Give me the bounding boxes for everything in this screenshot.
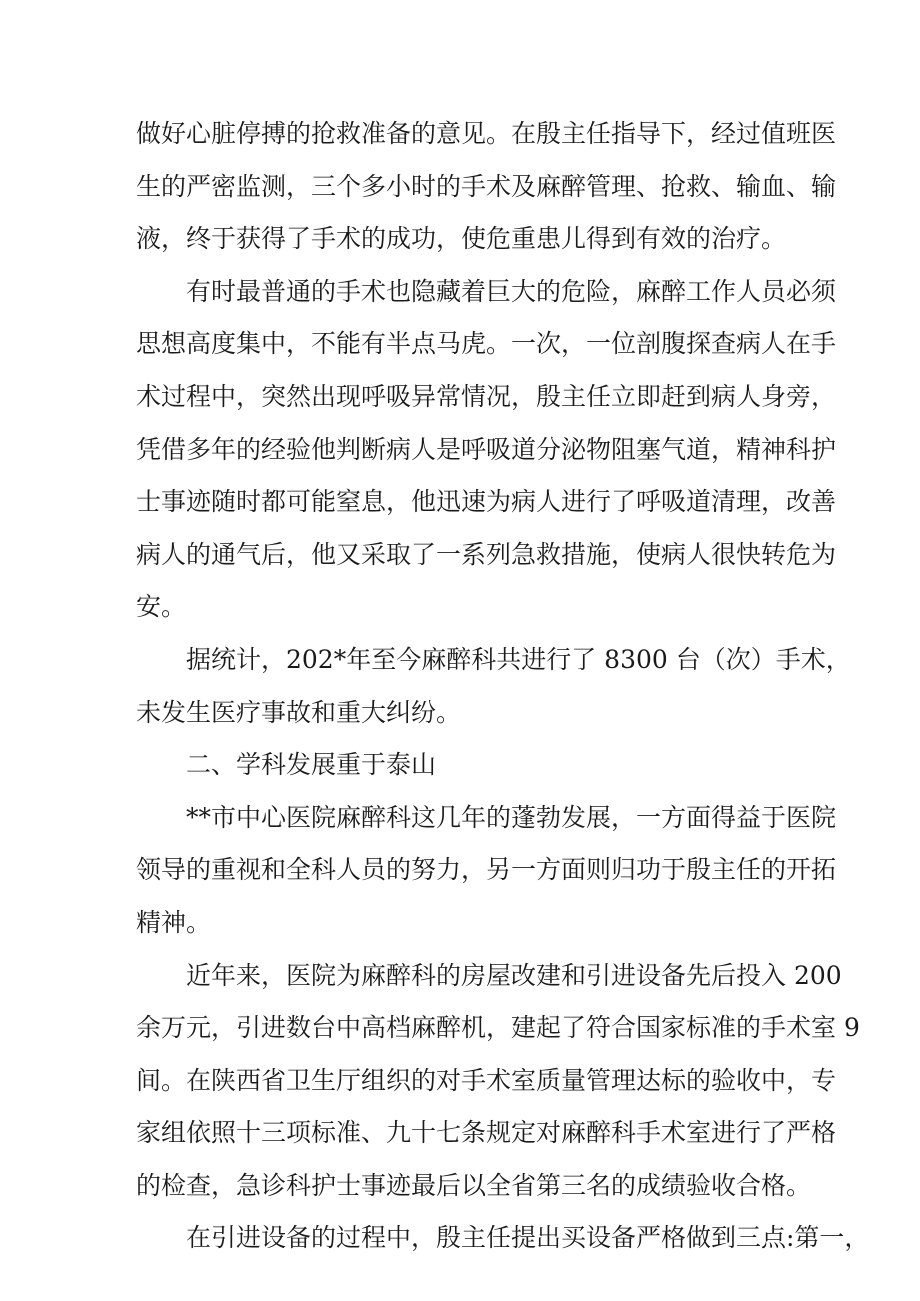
section-heading: 二、学科发展重于泰山 — [186, 750, 437, 780]
paragraph-5-line-3: 精神。 — [136, 907, 212, 937]
paragraph-6-line-2: 余万元，引进数台中高档麻醉机，建起了符合国家标准的手术室 9 — [136, 1013, 860, 1043]
paragraph-5-line-1: **市中心医院麻醉科这几年的蓬勃发展，一方面得益于医院 — [186, 802, 837, 832]
paragraph-7-line-1: 在引进设备的过程中，殷主任提出买设备严格做到三点:第一， — [186, 1223, 870, 1253]
paragraph-1-line-2: 生的严密监测，三个多小时的手术及麻醉管理、抢救、输血、输 — [136, 171, 837, 201]
paragraph-1-line-3: 液，终于获得了手术的成功，使危重患儿得到有效的治疗。 — [136, 224, 787, 254]
paragraph-5-line-2: 领导的重视和全科人员的努力，另一方面则归功于殷主任的开拓 — [136, 855, 837, 885]
document-body — [136, 108, 870, 1265]
paragraph-2-line-7: 安。 — [136, 592, 187, 622]
paragraph-3-line-1: 据统计，202*年至今麻醉科共进行了 8300 台（次）手术， — [186, 644, 851, 674]
paragraph-6-line-4: 家组依照十三项标准、九十七条规定对麻醉科手术室进行了严格 — [136, 1118, 837, 1148]
paragraph-2-line-3: 术过程中，突然出现呼吸异常情况，殷主任立即赶到病人身旁， — [136, 381, 837, 411]
paragraph-6-line-3: 间。在陕西省卫生厅组织的对手术室质量管理达标的验收中，专 — [136, 1065, 837, 1095]
paragraph-6-line-1: 近年来，医院为麻醉科的房屋改建和引进设备先后投入 200 — [186, 960, 842, 990]
paragraph-6-line-5: 的检查，急诊科护士事迹最后以全省第三名的成绩验收合格。 — [136, 1170, 812, 1200]
paragraph-2-line-5: 士事迹随时都可能窒息，他迅速为病人进行了呼吸道清理，改善 — [136, 487, 837, 517]
paragraph-3-line-2: 未发生医疗事故和重大纠纷。 — [136, 697, 462, 727]
paragraph-1-line-1: 做好心脏停搏的抢救准备的意见。在殷主任指导下，经过值班医 — [136, 119, 837, 148]
paragraph-2-line-2: 思想高度集中，不能有半点马虎。一次，一位剖腹探查病人在手 — [136, 329, 837, 359]
paragraph-2-line-1: 有时最普通的手术也隐藏着巨大的危险，麻醉工作人员必须 — [186, 276, 837, 306]
paragraph-2-line-6: 病人的通气后，他又采取了一系列急救措施，使病人很快转危为 — [136, 539, 837, 569]
paragraph-2-line-4: 凭借多年的经验他判断病人是呼吸道分泌物阻塞气道，精神科护 — [136, 434, 837, 464]
